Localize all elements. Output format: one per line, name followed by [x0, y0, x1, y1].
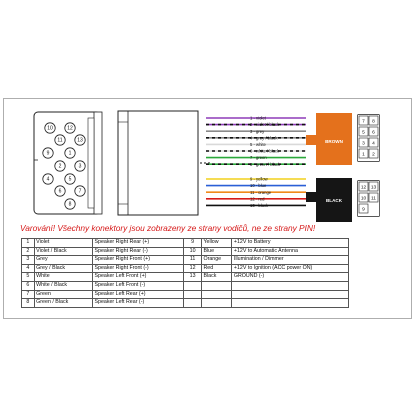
table-cell: Black	[201, 273, 231, 282]
svg-text:2: 2	[58, 163, 62, 170]
brown-connector-label: BROWN	[325, 139, 343, 144]
table-cell: 9	[184, 239, 202, 248]
pin-10	[45, 123, 55, 133]
table-cell: Illumination / Dimmer	[232, 256, 349, 265]
pin-cell-7	[359, 116, 368, 125]
wire-label: 12 - red	[250, 196, 265, 202]
table-cell: +12V to Ignition (ACC power ON)	[232, 264, 349, 273]
svg-text:8: 8	[68, 201, 72, 208]
wire-label: 2 - violet / black	[250, 122, 280, 128]
svg-text:1: 1	[68, 150, 72, 157]
svg-text:9: 9	[46, 150, 50, 157]
svg-text:7: 7	[78, 188, 82, 195]
wire-label: 1 - violet	[250, 115, 266, 121]
table-cell	[232, 281, 349, 290]
wire-label: 8 - green / black	[250, 161, 281, 167]
pin-5	[65, 174, 75, 184]
pin-9	[43, 148, 53, 158]
table-cell: 12	[184, 264, 202, 273]
svg-text:11: 11	[371, 196, 376, 202]
pin-cell-9	[359, 204, 368, 213]
table-row	[22, 290, 349, 299]
table-cell	[201, 290, 231, 299]
table-cell	[184, 299, 202, 308]
wire	[206, 190, 306, 195]
table-cell: Speaker Left Front (-)	[92, 281, 183, 290]
table-cell: Violet / Black	[34, 247, 92, 256]
svg-text:5: 5	[362, 130, 365, 136]
table-cell: 3	[22, 256, 35, 265]
table-row	[22, 273, 349, 282]
table-cell: Green	[34, 290, 92, 299]
svg-text:3: 3	[78, 163, 82, 170]
pin-cell-11	[369, 193, 378, 202]
table-row	[22, 247, 349, 256]
table-cell	[201, 299, 231, 308]
table-cell: 2	[22, 247, 35, 256]
pin-cell-4	[369, 138, 378, 147]
svg-text:12: 12	[360, 185, 367, 191]
svg-text:8: 8	[372, 119, 375, 125]
table-row	[22, 264, 349, 273]
table-cell: 8	[22, 299, 35, 308]
wire-label: 9 - yellow	[250, 176, 268, 182]
table-cell: White / Black	[34, 281, 92, 290]
svg-text:2: 2	[372, 152, 375, 158]
table-cell: Orange	[201, 256, 231, 265]
table-cell	[232, 299, 349, 308]
table-cell: +12V to Automatic Antenna	[232, 247, 349, 256]
svg-text:12: 12	[67, 125, 73, 132]
wire	[206, 149, 306, 154]
pin-cell-12	[359, 182, 368, 191]
table-cell	[201, 281, 231, 290]
table-cell: Speaker Left Front (+)	[92, 273, 183, 282]
table-cell: White	[34, 273, 92, 282]
wire	[206, 122, 306, 127]
iso-connector-front	[34, 112, 102, 214]
pin-cell-8	[369, 116, 378, 125]
pin-13	[75, 135, 85, 145]
black-connector	[306, 178, 380, 222]
pin-11	[55, 135, 65, 145]
wire-label: 3 - grey	[250, 128, 265, 134]
pin-1	[65, 148, 75, 158]
wire-label: 7 - green	[250, 155, 267, 161]
table-cell: 4	[22, 264, 35, 273]
pin-8	[65, 199, 75, 209]
pin-cell-2	[369, 149, 378, 158]
black-pin-grid	[358, 181, 380, 217]
table-row	[22, 299, 349, 308]
wire	[206, 183, 306, 188]
pin-cell-6	[369, 127, 378, 136]
wire	[206, 129, 306, 134]
black-wire-group	[206, 177, 306, 208]
pin-2	[55, 161, 65, 171]
svg-text:4: 4	[372, 141, 375, 147]
svg-text:7: 7	[362, 119, 365, 125]
wire	[206, 142, 306, 147]
svg-text:5: 5	[68, 176, 72, 183]
pin-table	[21, 238, 349, 308]
iso-connector-side	[118, 111, 210, 215]
svg-text:9: 9	[362, 207, 365, 213]
table-cell: 1	[22, 239, 35, 248]
table-cell	[184, 290, 202, 299]
table-cell	[184, 281, 202, 290]
table-cell: Speaker Left Rear (-)	[92, 299, 183, 308]
table-cell: 6	[22, 281, 35, 290]
pin-cell-13	[369, 182, 378, 191]
pin-12	[65, 123, 75, 133]
wire	[206, 177, 306, 182]
table-cell: Grey / Black	[34, 264, 92, 273]
pin-4	[43, 174, 53, 184]
table-cell: Speaker Left Rear (+)	[92, 290, 183, 299]
brown-wire-group	[206, 116, 306, 167]
wire-label: 5 - white	[250, 142, 266, 147]
wire-label: 11 - orange	[250, 189, 272, 195]
svg-text:4: 4	[46, 176, 50, 183]
black-connector-label: BLACK	[325, 198, 343, 203]
table-cell: GROUND (-)	[232, 273, 349, 282]
table-cell: +12V to Battery	[232, 239, 349, 248]
pin-cell-3	[359, 138, 368, 147]
svg-text:13: 13	[370, 185, 377, 191]
table-cell: Green / Black	[34, 299, 92, 308]
pin-cell-1	[359, 149, 368, 158]
pin-3	[75, 161, 85, 171]
svg-text:10: 10	[360, 196, 367, 202]
wire	[206, 203, 306, 208]
table-cell: Speaker Right Rear (-)	[92, 247, 183, 256]
svg-text:13: 13	[77, 137, 83, 144]
table-cell: Speaker Right Rear (+)	[92, 239, 183, 248]
wire	[206, 155, 306, 160]
svg-text:3: 3	[362, 141, 365, 147]
svg-text:6: 6	[372, 130, 375, 136]
brown-pin-grid	[358, 115, 380, 162]
table-cell: 13	[184, 273, 202, 282]
wire	[206, 116, 306, 121]
table-cell: Speaker Right Front (-)	[92, 264, 183, 273]
table-cell: 11	[184, 256, 202, 265]
pin-cell-5	[359, 127, 368, 136]
brown-connector	[306, 113, 380, 165]
svg-text:11: 11	[57, 137, 63, 144]
wire	[206, 162, 306, 167]
table-cell: Red	[201, 264, 231, 273]
svg-text:6: 6	[58, 188, 62, 195]
pin-cell-10	[359, 193, 368, 202]
svg-text:10: 10	[47, 125, 53, 132]
wire	[206, 135, 306, 140]
table-cell: 10	[184, 247, 202, 256]
table-cell	[232, 290, 349, 299]
table-cell: Yellow	[201, 239, 231, 248]
table-row	[22, 281, 349, 290]
wire-label: 6 - white / black	[250, 148, 280, 154]
svg-text:1: 1	[362, 152, 365, 158]
wire-label: 13 - black	[250, 203, 269, 208]
wire	[206, 196, 306, 201]
table-cell: Speaker Right Front (+)	[92, 256, 183, 265]
wire-label: 4 - grey / black	[250, 135, 278, 141]
table-cell: 5	[22, 273, 35, 282]
table-cell: Grey	[34, 256, 92, 265]
table-cell: Blue	[201, 247, 231, 256]
table-cell: 7	[22, 290, 35, 299]
pin-6	[55, 186, 65, 196]
table-row	[22, 239, 349, 248]
table-row	[22, 256, 349, 265]
pin-7	[75, 186, 85, 196]
wire-label: 10 - blue	[250, 183, 267, 189]
warning-note: Varování! Všechny konektory jsou zobrazeny ze strany vodičů, ne ze strany PIN!	[20, 223, 316, 233]
table-cell: Violet	[34, 239, 92, 248]
